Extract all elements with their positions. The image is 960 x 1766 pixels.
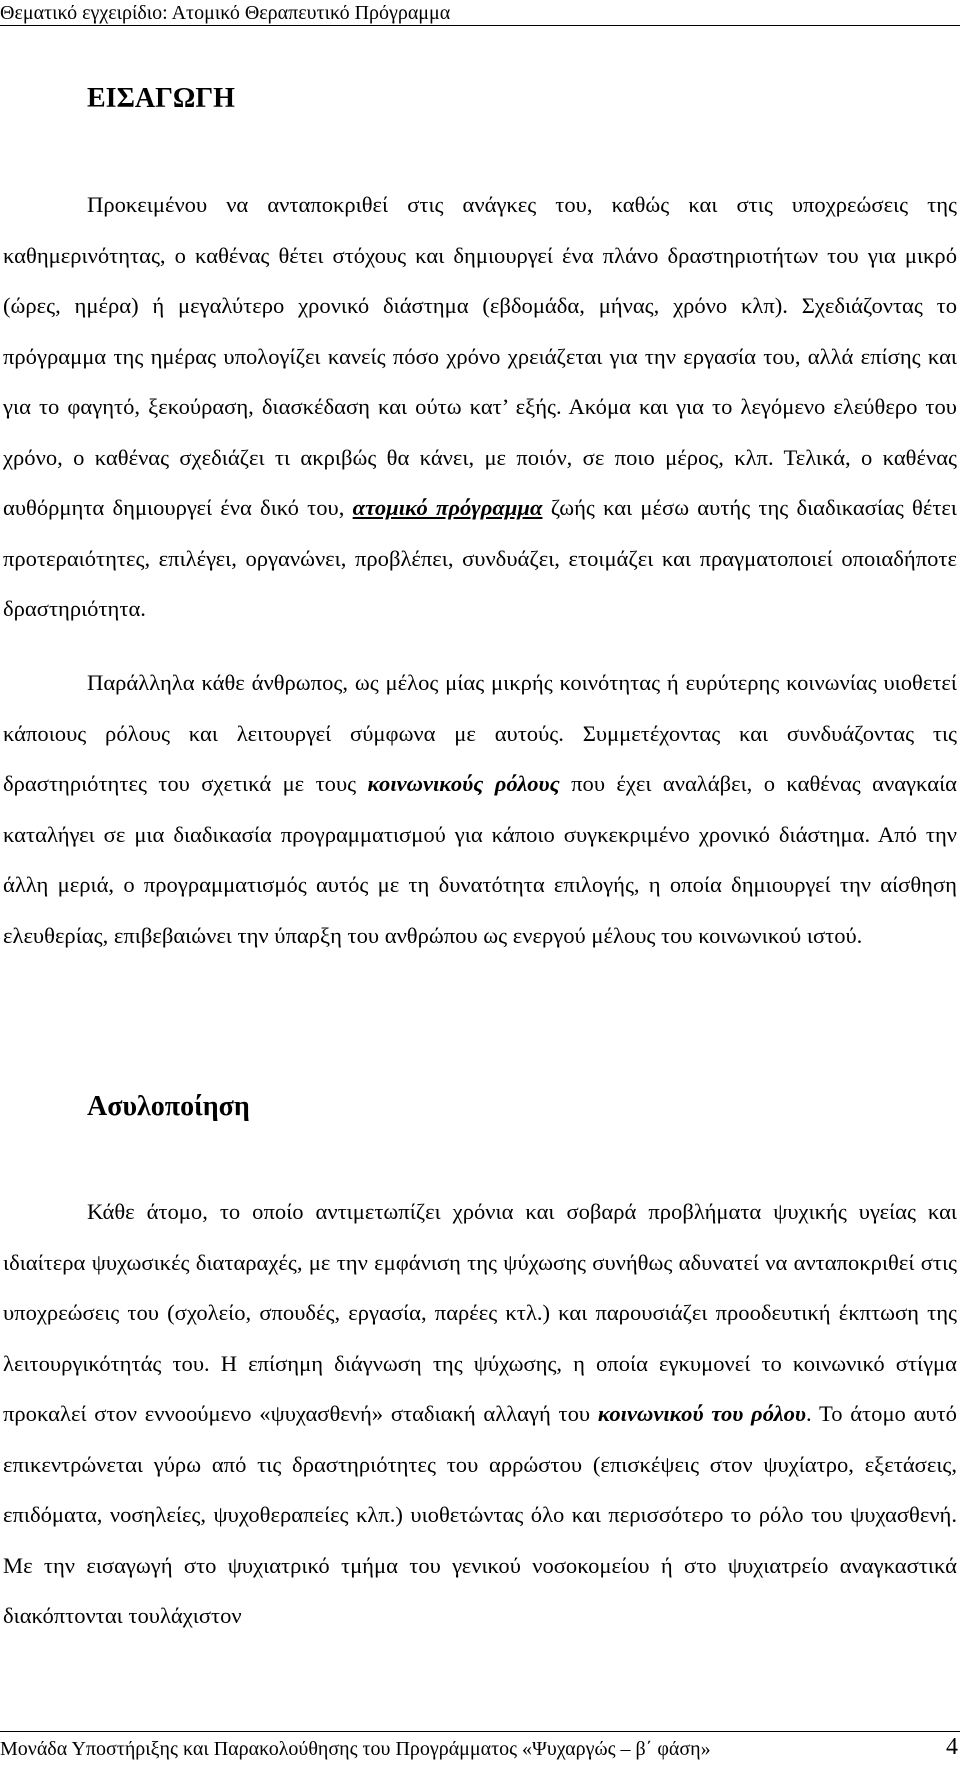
paragraph-text: Κάθε άτομο, το οποίο αντιμετωπίζει χρόνια και σοβαρά προβλήματα ψυχικής υγείας και ιδιαίτερα ψυχωσικές διαταραχές, με την εμφάνιση της ψύχωσης συνήθως αδυνατεί να ανταποκριθεί στις υποχρεώσεις του (σχολείο, σπουδές, εργασία, παρέες κτλ.) και παρουσιάζει προοδευτική έκπτωση της λειτουργικότητάς του. Η επίσημη διάγνωση της ψύχωσης, η οποία εγκυμονεί το κοινωνικό στίγμα προκαλεί στον εννοούμενο «ψυχασθενή» σταδιακή αλλαγή του: [3, 1199, 957, 1426]
header-title: Θεματικό εγχειρίδιο: Ατομικό Θεραπευτικό Πρόγραμμα: [0, 2, 451, 24]
intro-paragraph-1: [3, 180, 957, 635]
section-paragraph-1: [3, 1187, 957, 1642]
paragraph-text: . Το άτομο αυτό επικεντρώνεται γύρω από τις δραστηριότητες του αρρώστου (επισκέψεις στον ψυχίατρο, εξετάσεις, επιδόματα, νοσηλείες, ψυχοθεραπείες κλπ.) υιοθετώντας όλο και περισσότερο το ρόλο του ψυχασθενή. Με την εισαγωγή στο ψυχιατρικό τμήμα του γενικού νοσοκομείου ή στο ψυχιατρείο αναγκαστικά διακόπτονται τουλάχιστον: [3, 1401, 957, 1628]
section-title: Ασυλοποίηση: [87, 1091, 250, 1122]
paragraph-text: που έχει αναλάβει, ο καθένας αναγκαία καταλήγει σε μια διαδικασία προγραμματισμού για κάποιο συγκεκριμένο χρονικό διάστημα. Από την άλλη μεριά, ο προγραμματισμός αυτός με τη δυνατότητα επιλογής, η οποία δημιουργεί την αίσθηση ελευθερίας, επιβεβαιώνει την ύπαρξη του ανθρώπου ως ενεργού μέλους του κοινωνικού ιστού.: [3, 771, 957, 948]
paragraph-text: Παράλληλα κάθε άνθρωπος, ως μέλος μίας μικρής κοινότητας ή ευρύτερης κοινωνίας υιοθετεί κάποιους ρόλους και λειτουργεί σύμφωνα με αυτούς. Συμμετέχοντας και συνδυάζοντας τις δραστηριότητες του σχετικά με τους: [3, 670, 957, 796]
paragraph-text: Προκειμένου να ανταποκριθεί στις ανάγκες του, καθώς και στις υποχρεώσεις της καθημερινότητας, ο καθένας θέτει στόχους και δημιουργεί ένα πλάνο δραστηριοτήτων του για μικρό (ώρες, ημέρα) ή μεγαλύτερο χρονικό διάστημα (εβδομάδα, μήνας, χρόνο κλπ). Σχεδιάζοντας το πρόγραμμα της ημέρας υπολογίζει κανείς πόσο χρόνο χρειάζεται για την εργασία του, αλλά επίσης και για το φαγητό, ξεκούραση, διασκέδαση και ούτω κατ’ εξής. Ακόμα και για το λεγόμενο ελεύθερο του χρόνο, ο καθένας σχεδιάζει τι ακριβώς θα κάνει, με ποιόν, σε ποιο μέρος, κλπ. Τελικά, ο καθένας αυθόρμητα δημιουργεί ένα δικό του,: [3, 192, 957, 520]
page-header: [0, 0, 960, 26]
footer-divider: [0, 1731, 960, 1732]
emphasized-term: ατομικό πρόγραμμα: [352, 495, 543, 520]
emphasized-term: κοινωνικού του ρόλου: [597, 1401, 806, 1426]
main-title: ΕΙΣΑΓΩΓΗ: [87, 83, 235, 114]
footer-text: Μονάδα Υποστήριξης και Παρακολούθησης του Προγράμματος «Ψυχαργώς – β΄ φάση»: [0, 1738, 711, 1760]
page-footer: [0, 1731, 960, 1766]
intro-paragraph-2: [3, 658, 957, 961]
page-number: 4: [946, 1734, 958, 1760]
paragraph-text: ζωής και μέσω αυτής της διαδικασίας θέτει προτεραιότητες, επιλέγει, οργανώνει, προβλέπει, συνδυάζει, ετοιμάζει και πραγματοποιεί οποιαδήποτε δραστηριότητα.: [3, 495, 957, 621]
header-divider: [0, 25, 960, 26]
emphasized-term: κοινωνικούς ρόλους: [367, 771, 560, 796]
